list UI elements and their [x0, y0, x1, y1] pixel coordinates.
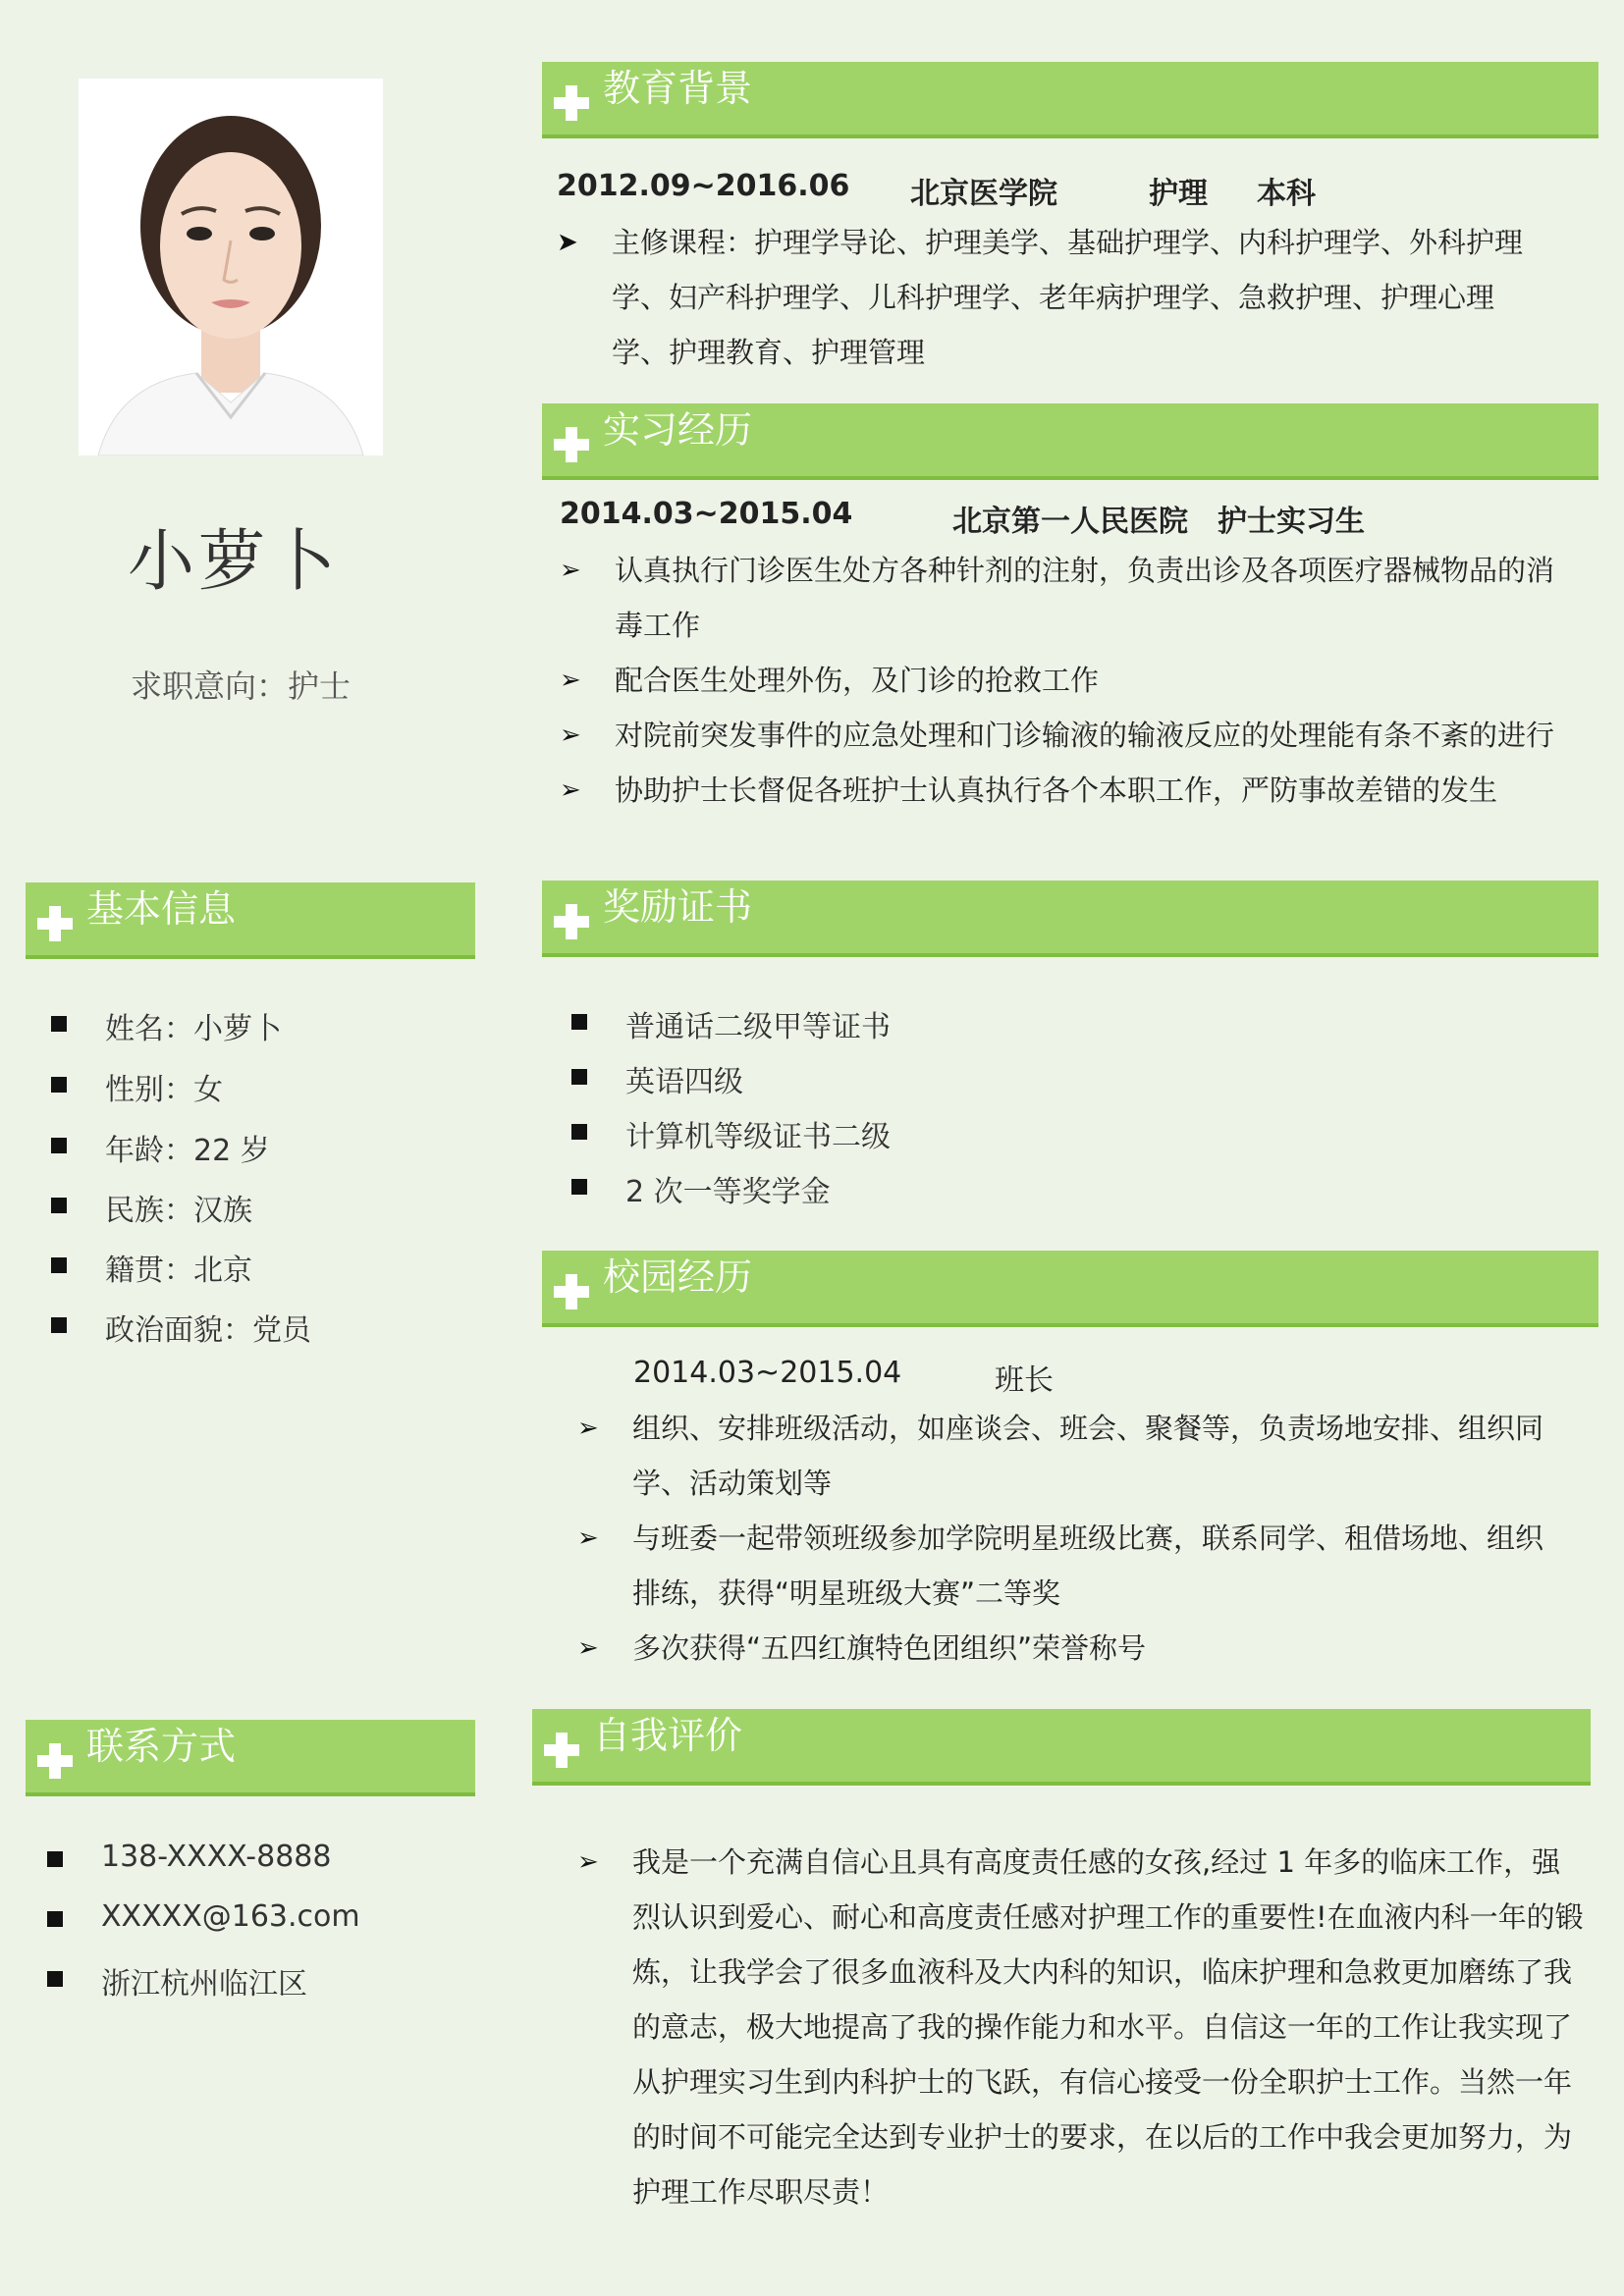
square-bullet-icon — [47, 1911, 63, 1927]
square-bullet-icon — [51, 1077, 67, 1093]
square-bullet-icon — [51, 1016, 67, 1032]
arrow-bullet-icon: ➢ — [560, 556, 581, 585]
list-item: ➢ 多次获得“五四红旗特色团组织”荣誉称号 — [577, 1621, 1569, 1676]
section-title: 教育背景 — [603, 67, 753, 110]
section-header-campus — [542, 1251, 1598, 1327]
section-title: 实习经历 — [603, 408, 753, 452]
list-item: ➢ 协助护士长督促各班护士认真执行各个本职工作，严防事故差错的发生 — [560, 763, 1600, 818]
arrow-bullet-icon: ➢ — [577, 1847, 599, 1877]
candidate-name: 小萝卜 — [128, 523, 341, 601]
plus-icon — [554, 427, 589, 462]
education-degree: 本科 — [1257, 177, 1316, 211]
arrow-bullet-icon: ➢ — [577, 1523, 599, 1553]
square-bullet-icon — [571, 1124, 587, 1140]
section-title: 联系方式 — [86, 1725, 237, 1768]
section-header-self-evaluation — [532, 1709, 1591, 1786]
arrow-bullet-icon: ➢ — [560, 666, 581, 695]
list-item: ➢ 认真执行门诊医生处方各种针剂的注射，负责出诊及各项医疗器械物品的消毒工作 — [560, 543, 1571, 653]
internship-period: 2014.03~2015.04 — [560, 497, 853, 531]
arrow-bullet-icon: ➢ — [577, 1633, 599, 1663]
arrow-bullet-icon: ➢ — [577, 1414, 599, 1443]
section-title: 奖励证书 — [603, 885, 753, 929]
section-header-basic-info — [26, 882, 475, 959]
section-title: 校园经历 — [603, 1255, 753, 1299]
square-bullet-icon — [571, 1179, 587, 1195]
education-courses: ➤ 主修课程：护理学导论、护理美学、基础护理学、内科护理学、外科护理学、妇产科护理学、儿科护理学、老年病护理学、急救护理、护理心理学、护理教育、护理管理 — [557, 215, 1539, 380]
arrow-bullet-icon: ➤ — [557, 228, 578, 257]
plus-icon — [554, 1274, 589, 1309]
list-item: ➢ 与班委一起带领班级参加学院明星班级比赛，联系同学、租借场地、组织排练，获得“明星班级大赛”二等奖 — [577, 1511, 1569, 1621]
arrow-bullet-icon: ➢ — [560, 721, 581, 750]
list-item: ➢ 配合医生处理外伤，及门诊的抢救工作 — [560, 653, 1571, 708]
education-school: 北京医学院 — [910, 177, 1057, 211]
plus-icon — [37, 906, 73, 941]
job-intent: 求职意向：护士 — [131, 667, 352, 705]
section-header-awards — [542, 881, 1598, 957]
campus-period: 2014.03~2015.04 — [633, 1356, 902, 1390]
self-evaluation-text: ➢ 我是一个充满自信心且具有高度责任感的女孩,经过 1 年多的临床工作，强烈认识到爱心、耐心和高度责任感对护理工作的重要性!在血液内科一年的锻炼，让我学会了很多血液科及大内科的知识，临床护理和急救更加磨练了我的意志，极大地提高了我的操作能力和水平。自信这一年的工作让我实现了从护理实习生到内科护士的飞跃，有信心接受一份全职护士工作。当然一年的时间不可能完全达到专业护士的要求，在以后的工作中我会更加努力，为护理工作尽职尽责！ — [577, 1835, 1589, 2219]
internship-role: 护士实习生 — [1218, 505, 1365, 539]
campus-role: 班长 — [995, 1363, 1054, 1398]
arrow-bullet-icon: ➢ — [560, 775, 581, 805]
section-header-education — [542, 62, 1598, 138]
plus-icon — [544, 1733, 579, 1768]
internship-org: 北京第一人民医院 — [952, 505, 1188, 539]
square-bullet-icon — [47, 1971, 63, 1987]
section-title: 基本信息 — [86, 887, 237, 931]
list-item: ➢ 对院前突发事件的应急处理和门诊输液的输液反应的处理能有条不紊的进行 — [560, 708, 1600, 763]
plus-icon — [554, 85, 589, 121]
square-bullet-icon — [47, 1851, 63, 1867]
section-header-contact — [26, 1720, 475, 1796]
square-bullet-icon — [571, 1069, 587, 1085]
square-bullet-icon — [51, 1317, 67, 1333]
section-header-internship — [542, 403, 1598, 480]
section-title: 自我评价 — [593, 1714, 743, 1757]
education-period: 2012.09~2016.06 — [557, 169, 850, 203]
square-bullet-icon — [51, 1138, 67, 1153]
education-major: 护理 — [1149, 177, 1208, 211]
plus-icon — [37, 1743, 73, 1779]
profile-photo — [79, 79, 383, 455]
list-item: ➢ 组织、安排班级活动，如座谈会、班会、聚餐等，负责场地安排、组织同学、活动策划等 — [577, 1401, 1569, 1511]
square-bullet-icon — [571, 1014, 587, 1030]
square-bullet-icon — [51, 1198, 67, 1213]
plus-icon — [554, 904, 589, 939]
square-bullet-icon — [51, 1257, 67, 1273]
